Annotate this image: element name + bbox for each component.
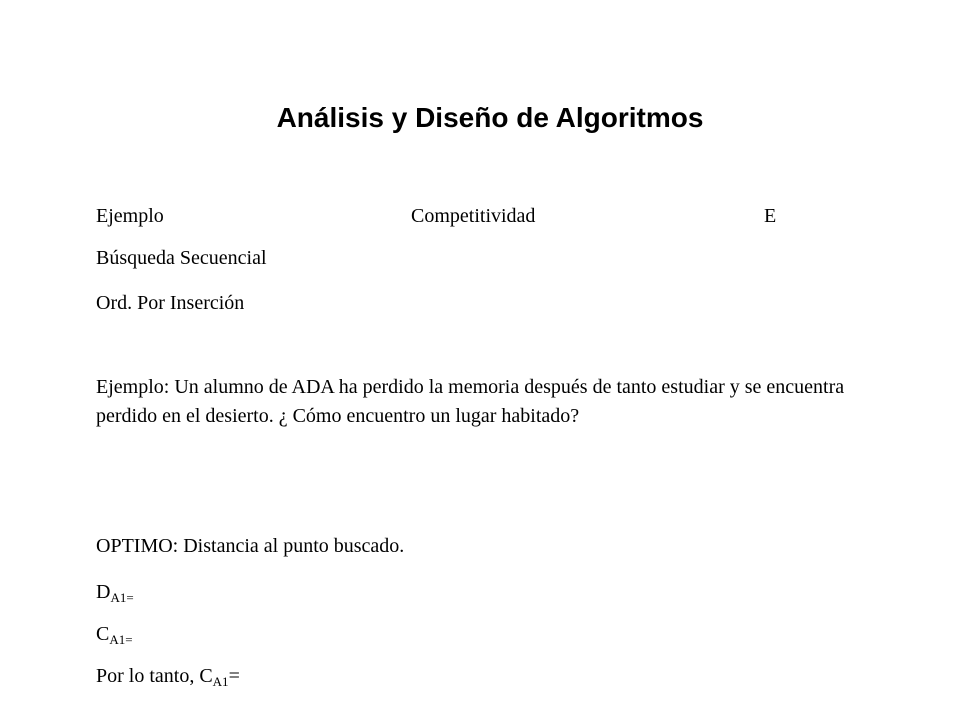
c-symbol: C bbox=[96, 623, 110, 645]
table-row-ord-por-insercion: Ord. Por Inserción bbox=[96, 292, 245, 314]
conclusion-prefix: Por lo tanto, C bbox=[96, 665, 213, 687]
page-title: Análisis y Diseño de Algoritmos bbox=[276, 102, 704, 133]
c-a1-line bbox=[96, 622, 133, 646]
table-header-e: E bbox=[764, 205, 777, 227]
d-a1-line bbox=[96, 580, 134, 604]
c-subscript: A1= bbox=[109, 632, 133, 647]
optimo-line: OPTIMO: Distancia al punto buscado. bbox=[96, 535, 405, 557]
conclusion-line bbox=[96, 664, 240, 688]
example-paragraph: Ejemplo: Un alumno de ADA ha perdido la memoria después de tanto estudiar y se encuentra perdido en el desierto. ¿ Cómo encuentro un lugar habitado? bbox=[96, 376, 845, 427]
table-row-busqueda-secuencial: Búsqueda Secuencial bbox=[96, 247, 267, 269]
conclusion-subscript: A1 bbox=[212, 674, 229, 689]
table-header-competitividad: Competitividad bbox=[411, 205, 536, 227]
d-symbol: D bbox=[96, 581, 111, 603]
table-header-ejemplo: Ejemplo bbox=[96, 205, 164, 227]
conclusion-equals: = bbox=[228, 665, 240, 687]
d-subscript: A1= bbox=[110, 590, 134, 605]
